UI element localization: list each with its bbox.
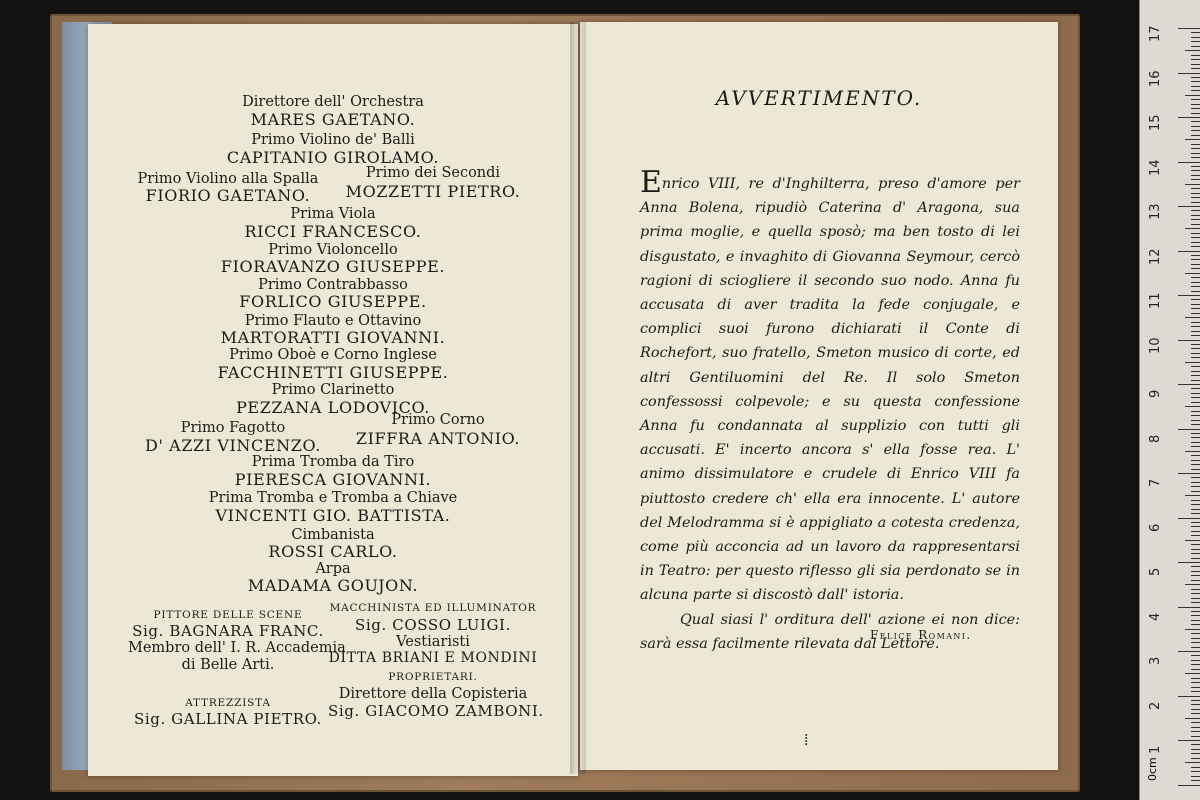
ruler-tick (1191, 135, 1200, 136)
attrezzista-title: ATTREZZISTA (185, 697, 271, 709)
book-gutter (570, 22, 586, 774)
ruler-tick (1185, 184, 1200, 185)
ruler-tick (1191, 669, 1200, 670)
credit-name: CAPITANIO GIROLAMO. (226, 148, 440, 167)
credit-name: FACCHINETTI GIUSEPPE. (217, 363, 449, 382)
credit-role: Prima Viola (290, 206, 376, 222)
ruler-tick (1191, 486, 1200, 487)
ruler-tick (1191, 130, 1200, 131)
ruler-tick (1185, 362, 1200, 363)
ruler-tick (1191, 224, 1200, 225)
ruler-tick (1191, 611, 1200, 612)
ruler-number: 17 (1148, 25, 1163, 42)
ruler-tick (1191, 242, 1200, 243)
ruler-tick (1191, 121, 1200, 122)
ruler-tick (1191, 77, 1200, 78)
ruler-tick (1191, 380, 1200, 381)
ruler-tick (1185, 317, 1200, 318)
credit-role: Direttore dell' Orchestra (242, 94, 424, 110)
ruler-tick (1191, 197, 1200, 198)
macchinista-title: MACCHINISTA ED ILLUMINATOR (329, 602, 537, 614)
credit-name: FIORAVANZO GIUSEPPE. (220, 257, 446, 276)
ruler-tick (1191, 700, 1200, 701)
ruler-tick (1191, 602, 1200, 603)
ruler-tick (1191, 402, 1200, 403)
ruler-tick (1178, 340, 1200, 341)
ruler-tick (1191, 277, 1200, 278)
ruler-tick (1191, 477, 1200, 478)
ruler-tick (1191, 753, 1200, 754)
ruler-tick (1191, 170, 1200, 171)
paragraph-1-text: nrico VIII, re d'Inghilterra, preso d'amore per Anna Bolena, ripudiò Caterina d' Aragona, sua prima moglie, e quella sposò; ma ben tosto di lei disgustato, e invaghito di Giovanna Seymour, cercò ragioni di sciogliere il secondo suo nodo. Anna fu accusata di aver tradita la fede conjugale, e complici suoi furono dichiarati il Conte di Rochefort, suo fratello, Smeton musico di corte, ed altri Gentiluomini del Re. Il solo Smeton confessossi colpevole; e su questa confessione Anna fu condannata al supplizio con tutti gli accusati. E' incerto ancora s' ella fosse rea. L' animo dissimulatore e crudele di Enrico VIII fa piuttosto credere ch' ella era innocente. L' autore del Melodramma si è appigliato a cotesta credenza, come più acconcia ad un lavoro da rappresentarsi in Teatro: per questo riflesso gli sia perdonato se in alcuna parte si discostò dall' istoria. (640, 176, 1020, 604)
ruler-tick (1191, 460, 1200, 461)
ruler-tick (1191, 202, 1200, 203)
ruler-tick (1191, 32, 1200, 33)
ruler-tick (1191, 104, 1200, 105)
ruler-tick (1185, 495, 1200, 496)
ruler-tick (1191, 549, 1200, 550)
credit-role: Prima Tromba da Tiro (251, 454, 415, 470)
ruler-tick (1191, 620, 1200, 621)
paragraph-2: Qual siasi l' orditura dell' azione ei non dice: sarà essa facilmente rilevata dal Lettore. (640, 611, 1020, 652)
ruler-tick (1178, 28, 1200, 29)
ruler-tick (1191, 344, 1200, 345)
ruler-tick (1191, 126, 1200, 127)
ruler-tick (1178, 162, 1200, 163)
ruler-tick (1191, 46, 1200, 47)
ruler-tick (1191, 108, 1200, 109)
ruler-tick (1178, 562, 1200, 563)
ruler-number: 12 (1148, 247, 1163, 265)
ruler-tick (1178, 117, 1200, 118)
credit-name: MOZZETTI PIETRO. (345, 182, 521, 201)
credit-name: FORLICO GIUSEPPE. (239, 292, 427, 311)
ruler-tick (1191, 282, 1200, 283)
ruler-tick (1191, 433, 1200, 434)
credit-role: Primo Violino alla Spalla (137, 171, 319, 187)
ruler-tick (1191, 709, 1200, 710)
ruler-tick (1191, 571, 1200, 572)
ruler-number: 14 (1148, 158, 1163, 176)
ruler-number: 5 (1148, 567, 1163, 576)
ruler-number: 8 (1148, 434, 1163, 443)
ruler-number: 15 (1148, 114, 1163, 131)
credit-role: Primo Corno (391, 412, 485, 428)
ruler-tick (1191, 682, 1200, 683)
ruler-tick (1191, 446, 1200, 447)
ruler-tick (1185, 406, 1200, 407)
ruler-tick (1191, 219, 1200, 220)
credit-name: FIORIO GAETANO. (145, 186, 311, 205)
credit-role: Arpa (315, 561, 351, 577)
ruler-tick (1178, 473, 1200, 474)
ruler-tick (1191, 504, 1200, 505)
ruler-tick (1191, 264, 1200, 265)
ruler-number: 16 (1148, 69, 1163, 87)
ruler-tick (1185, 584, 1200, 585)
ruler-tick (1191, 780, 1200, 781)
credit-name: MADAMA GOUJON. (247, 576, 419, 595)
ruler-tick (1191, 704, 1200, 705)
ruler-tick (1178, 518, 1200, 519)
ruler-tick (1191, 144, 1200, 145)
ruler-tick (1191, 522, 1200, 523)
ruler-tick (1185, 273, 1200, 274)
ruler-tick (1191, 313, 1200, 314)
ruler-tick (1191, 455, 1200, 456)
credit-role: Primo dei Secondi (365, 165, 501, 181)
ruler-tick (1191, 736, 1200, 737)
ruler-tick (1191, 776, 1200, 777)
ruler-tick (1191, 188, 1200, 189)
ruler-tick (1191, 509, 1200, 510)
credit-role: Primo Flauto e Ottavino (244, 313, 422, 329)
ruler-tick (1191, 357, 1200, 358)
right-page (580, 22, 1058, 770)
ruler-number: 7 (1148, 478, 1163, 487)
page-heading: AVVERTIMENTO. (715, 86, 923, 110)
credit-role: Primo Violoncello (268, 242, 398, 258)
ruler-tick (1191, 526, 1200, 527)
credit-name: RICCI FRANCESCO. (244, 222, 422, 241)
ruler-tick (1191, 64, 1200, 65)
ruler-number: 4 (1148, 612, 1163, 621)
ruler-tick (1191, 268, 1200, 269)
ruler-tick (1191, 660, 1200, 661)
ruler-tick (1178, 295, 1200, 296)
proprietari-label: PROPRIETARI. (388, 671, 478, 683)
ruler-tick (1191, 442, 1200, 443)
ruler-tick (1191, 375, 1200, 376)
ruler-tick (1191, 41, 1200, 42)
credit-name: MARES GAETANO. (250, 110, 416, 129)
ruler-tick (1178, 785, 1200, 786)
ruler-tick (1191, 193, 1200, 194)
avvertimento-text (640, 165, 1020, 656)
ruler-tick (1191, 388, 1200, 389)
ruler-tick (1191, 713, 1200, 714)
macchinista-name: Sig. COSSO LUIGI. (355, 616, 511, 634)
ruler-tick (1191, 575, 1200, 576)
ruler-tick (1191, 397, 1200, 398)
ruler-tick (1191, 299, 1200, 300)
ruler-tick (1191, 482, 1200, 483)
credit-name: D' AZZI VINCENZO. (145, 436, 321, 455)
pittore-title: PITTORE DELLE SCENE (153, 609, 303, 621)
ruler-tick (1185, 228, 1200, 229)
vestiaristi-name: DITTA BRIANI E MONDINI (328, 650, 538, 666)
ruler-tick (1191, 691, 1200, 692)
ruler-tick (1191, 678, 1200, 679)
ruler-tick (1191, 491, 1200, 492)
ruler-tick (1191, 437, 1200, 438)
ruler-tick (1191, 99, 1200, 100)
vestiaristi-title: Vestiaristi (396, 634, 470, 650)
ruler-tick (1191, 166, 1200, 167)
ruler-tick (1185, 50, 1200, 51)
ruler-tick (1191, 513, 1200, 514)
ruler-tick (1191, 55, 1200, 56)
ruler-tick (1191, 371, 1200, 372)
pittore-line3: di Belle Arti. (181, 657, 275, 673)
credit-name: PEZZANA LODOVICO. (236, 398, 430, 417)
ruler-tick (1185, 762, 1200, 763)
ruler-tick (1191, 81, 1200, 82)
ruler-tick (1191, 624, 1200, 625)
ruler-tick (1178, 740, 1200, 741)
credit-role: Primo Fagotto (180, 420, 286, 436)
ruler-tick (1191, 615, 1200, 616)
ruler-tick (1191, 175, 1200, 176)
credit-role: Primo Contrabbasso (258, 277, 408, 293)
ruler-tick (1191, 771, 1200, 772)
orchestra-credits (88, 24, 578, 776)
attrezzista-name: Sig. GALLINA PIETRO. (133, 710, 323, 728)
ruler-tick (1191, 237, 1200, 238)
ruler-tick (1185, 95, 1200, 96)
ruler-tick (1191, 255, 1200, 256)
ruler-tick (1191, 415, 1200, 416)
ruler-tick (1191, 687, 1200, 688)
ruler-tick (1191, 633, 1200, 634)
ruler-tick (1191, 544, 1200, 545)
ruler-tick (1178, 251, 1200, 252)
ruler-tick (1191, 420, 1200, 421)
ruler-number: 11 (1148, 292, 1163, 309)
ruler-tick (1191, 326, 1200, 327)
ruler-tick (1191, 664, 1200, 665)
ruler-tick (1191, 308, 1200, 309)
drop-cap: E (640, 165, 662, 200)
ruler-tick (1191, 68, 1200, 69)
ruler-number: 2 (1148, 701, 1163, 710)
ruler-tick (1191, 500, 1200, 501)
ruler-tick (1191, 767, 1200, 768)
ruler-number: 10 (1148, 336, 1163, 354)
ruler-tick (1191, 393, 1200, 394)
ruler-tick (1191, 153, 1200, 154)
credit-name: ROSSI CARLO. (268, 542, 398, 561)
ruler-tick (1185, 451, 1200, 452)
ruler-tick (1191, 744, 1200, 745)
ruler-tick (1191, 179, 1200, 180)
ruler-tick (1191, 304, 1200, 305)
ruler-tick (1178, 429, 1200, 430)
ruler-number: 1 (1148, 745, 1163, 754)
credit-name: MARTORATTI GIOVANNI. (220, 328, 446, 347)
ruler-tick (1191, 566, 1200, 567)
copisteria-title: Direttore della Copisteria (338, 686, 528, 702)
ruler-tick (1185, 540, 1200, 541)
ruler-tick (1178, 384, 1200, 385)
signature: Felice Romani. (870, 628, 972, 642)
ruler-tick (1191, 638, 1200, 639)
ruler-tick (1191, 749, 1200, 750)
ruler-tick (1191, 411, 1200, 412)
ruler-number: 6 (1148, 523, 1163, 532)
ruler-tick (1191, 580, 1200, 581)
ruler-tick (1191, 727, 1200, 728)
ruler-tick (1191, 598, 1200, 599)
ruler-tick (1191, 642, 1200, 643)
ruler-tick (1191, 90, 1200, 91)
ruler-tick (1191, 331, 1200, 332)
ruler-tick (1191, 353, 1200, 354)
pittore-name: Sig. BAGNARA FRANC. (132, 622, 324, 640)
ruler-number: 3 (1148, 656, 1163, 665)
ruler-tick (1191, 348, 1200, 349)
ruler-tick (1191, 593, 1200, 594)
ruler-tick (1191, 647, 1200, 648)
ruler-number: 13 (1148, 203, 1163, 220)
page-footer-mark: ⁞ (804, 730, 809, 749)
ruler-tick (1191, 424, 1200, 425)
ruler-tick (1191, 722, 1200, 723)
ruler-tick (1191, 286, 1200, 287)
ruler-tick (1191, 291, 1200, 292)
ruler-tick (1178, 651, 1200, 652)
credit-role: Primo Oboè e Corno Inglese (229, 347, 437, 363)
credit-role: Prima Tromba e Tromba a Chiave (208, 490, 458, 506)
pittore-line2: Membro dell' I. R. Accademia (128, 640, 346, 656)
ruler-tick (1191, 59, 1200, 60)
ruler-tick (1191, 531, 1200, 532)
ruler-tick (1178, 73, 1200, 74)
credit-role: Primo Clarinetto (271, 382, 395, 398)
ruler-tick (1191, 553, 1200, 554)
copisteria-name: Sig. GIACOMO ZAMBONI. (328, 702, 544, 720)
credit-name: ZIFFRA ANTONIO. (355, 429, 521, 448)
ruler-unit: 0cm (1146, 757, 1159, 781)
credit-role: Cimbanista (291, 527, 375, 543)
ruler-tick (1185, 139, 1200, 140)
ruler-tick (1191, 233, 1200, 234)
ruler-tick (1191, 366, 1200, 367)
ruler-tick (1185, 718, 1200, 719)
ruler-tick (1178, 206, 1200, 207)
ruler-tick (1191, 535, 1200, 536)
ruler-tick (1191, 259, 1200, 260)
ruler-tick (1191, 246, 1200, 247)
ruler-tick (1178, 696, 1200, 697)
ruler-tick (1191, 157, 1200, 158)
ruler-tick (1185, 629, 1200, 630)
credit-name: VINCENTI GIO. BATTISTA. (215, 506, 451, 525)
ruler-tick (1191, 210, 1200, 211)
ruler-tick (1191, 322, 1200, 323)
ruler-tick (1191, 215, 1200, 216)
ruler-tick (1191, 589, 1200, 590)
ruler-tick (1191, 469, 1200, 470)
ruler-tick (1191, 758, 1200, 759)
ruler-tick (1178, 607, 1200, 608)
ruler-tick (1191, 335, 1200, 336)
ruler-tick (1191, 86, 1200, 87)
ruler-tick (1185, 673, 1200, 674)
ruler-tick (1191, 655, 1200, 656)
ruler-tick (1191, 464, 1200, 465)
paragraph-1 (640, 165, 1020, 608)
ruler-tick (1191, 148, 1200, 149)
left-page (88, 24, 578, 776)
credit-name: PIERESCA GIOVANNI. (234, 470, 432, 489)
credit-role: Primo Violino de' Balli (251, 132, 415, 148)
ruler-tick (1191, 37, 1200, 38)
ruler-tick (1191, 731, 1200, 732)
ruler-tick (1191, 113, 1200, 114)
ruler-tick (1191, 558, 1200, 559)
measuring-ruler (1139, 0, 1200, 800)
ruler-number: 9 (1148, 389, 1163, 398)
